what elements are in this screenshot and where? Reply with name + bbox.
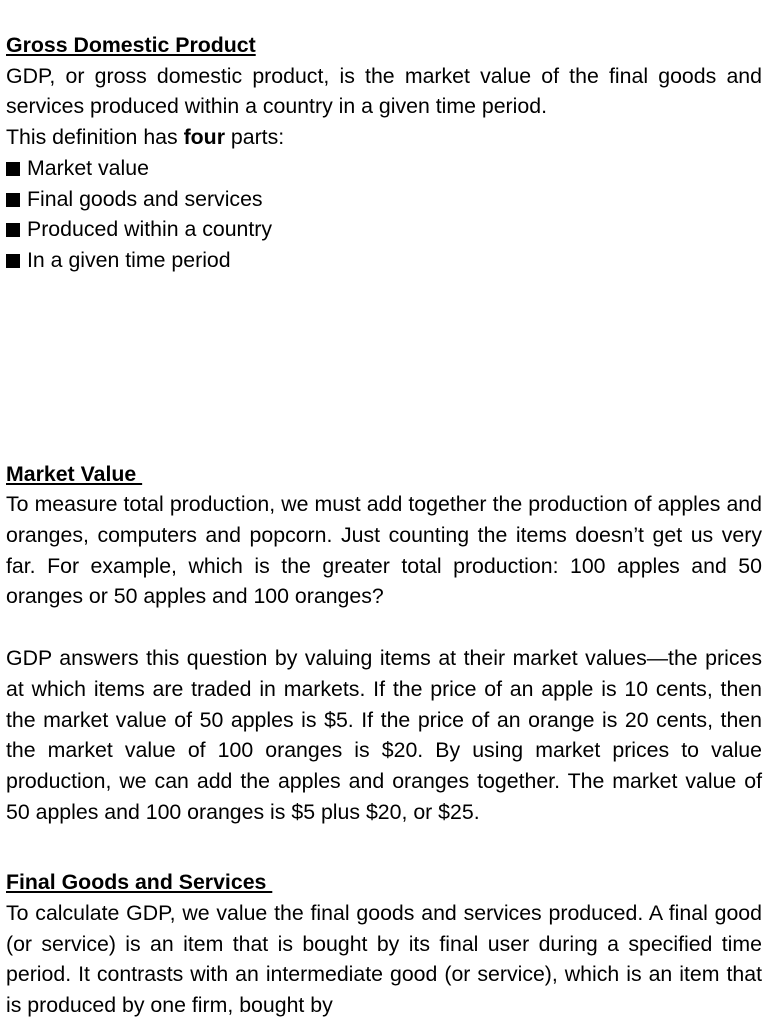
parts-intro-before: This definition has <box>6 125 184 150</box>
square-bullet-icon <box>6 193 20 207</box>
market-value-paragraph-1: To measure total production, we must add together the production of apples and oranges, computers and popcorn. Just counting the items doesn’t get us very far. For example, which is the greater total production: 100 apples and 50 oranges or 50 apples and 100 oranges? <box>6 492 762 609</box>
spacer <box>6 612 762 643</box>
square-bullet-icon <box>6 254 20 268</box>
market-value-heading: Market Value <box>6 461 143 486</box>
spacer <box>6 827 762 867</box>
square-bullet-icon <box>6 223 20 237</box>
list-item-text: Final goods and services <box>27 186 263 211</box>
list-item <box>6 214 762 245</box>
list-item <box>6 245 762 276</box>
gdp-parts-list <box>6 153 762 276</box>
list-item-text: In a given time period <box>27 247 231 272</box>
list-item <box>6 153 762 184</box>
market-value-paragraph-2: GDP answers this question by valuing items at their market values—the prices at which items are traded in markets. If the price of an apple is 10 cents, then the market value of 50 apples is $5. If the price of an orange is 20 cents, then the market value of 100 oranges is $20. By using market prices to value production, we can add the apples and oranges together. The market value of 50 apples and 100 oranges is $5 plus $20, or $25. <box>6 646 762 824</box>
spacer <box>6 276 762 459</box>
parts-intro-bold: four <box>183 125 225 150</box>
list-item-text: Produced within a country <box>27 217 273 242</box>
gdp-definition: GDP, or gross domestic product, is the market value of the final goods and services produced within a country in a given time period. <box>6 63 762 119</box>
gdp-heading: Gross Domestic Product <box>6 33 256 57</box>
parts-intro-after: parts: <box>224 125 285 150</box>
document-page <box>6 30 762 1021</box>
final-goods-heading: Final Goods and Services <box>6 870 273 895</box>
gdp-parts-intro <box>6 122 762 153</box>
square-bullet-icon <box>6 162 20 176</box>
list-item-text: Market value <box>27 155 149 180</box>
list-item <box>6 184 762 215</box>
final-goods-paragraph-1: To calculate GDP, we value the final goods and services produced. A final good (or service) is an item that is bought by its final user during a specified time period. It contrasts with an intermediate good (or service), which is an item that is produced by one firm, bought by <box>6 901 762 1018</box>
